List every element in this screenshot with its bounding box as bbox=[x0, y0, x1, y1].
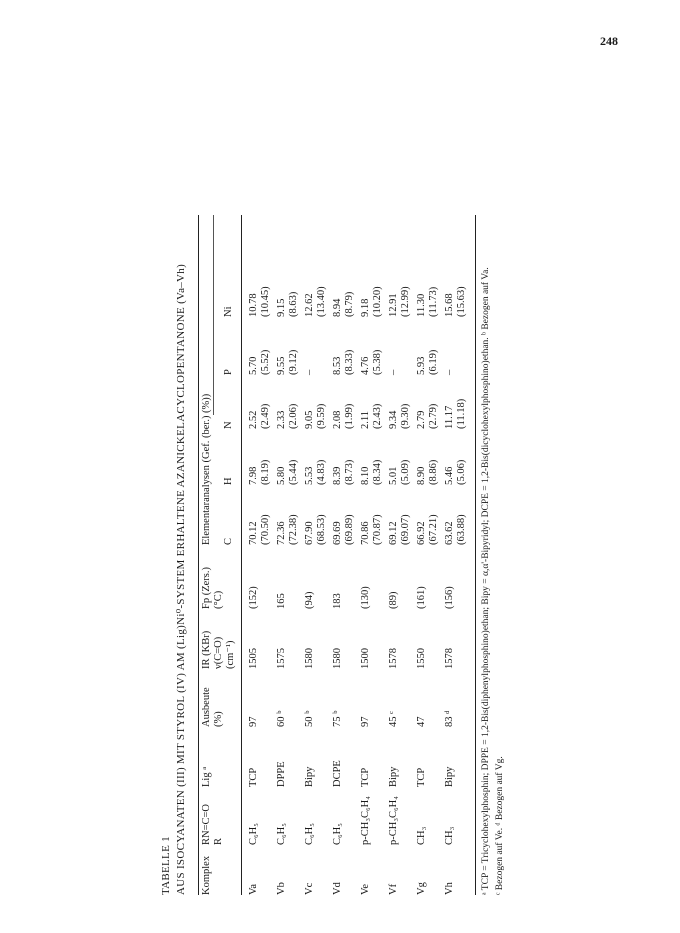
cell-ir: 1505 bbox=[248, 648, 259, 669]
cell-komplex: Vg bbox=[416, 882, 427, 895]
cell-p bbox=[332, 350, 356, 375]
cell-h-line: (8.19) bbox=[260, 459, 272, 485]
header-ausbeute: Ausbeute (%) bbox=[201, 687, 225, 727]
cell-c bbox=[360, 514, 384, 545]
cell-c-line: (69.89) bbox=[344, 514, 356, 545]
cell-p bbox=[276, 350, 300, 375]
cell-c-line: (67.21) bbox=[428, 514, 440, 545]
header-h: H bbox=[223, 477, 234, 485]
cell-c bbox=[332, 514, 356, 545]
table-header-rule bbox=[241, 215, 242, 895]
table-row bbox=[360, 215, 388, 895]
page-number: 248 bbox=[600, 34, 618, 48]
cell-n-line: 2.33 bbox=[276, 410, 287, 429]
cell-n-line: 2.11 bbox=[360, 411, 371, 429]
cell-p bbox=[416, 350, 440, 375]
header-c: C bbox=[223, 537, 234, 545]
cell-ni bbox=[444, 286, 468, 317]
cell-h-line: (8.86) bbox=[428, 459, 440, 485]
cell-fp: (89) bbox=[388, 591, 399, 609]
cell-ir: 1500 bbox=[360, 648, 371, 669]
cell-ni-line: (15.63) bbox=[456, 286, 468, 317]
cell-c-line: (70.50) bbox=[260, 514, 272, 545]
cell-ni bbox=[360, 286, 384, 317]
cell-ausbeute: 97 bbox=[248, 716, 259, 727]
table-row bbox=[444, 215, 472, 895]
cell-n bbox=[360, 404, 384, 429]
elementaranalysen-subrule bbox=[213, 215, 214, 415]
cell-p bbox=[360, 350, 384, 375]
cell-ni bbox=[276, 292, 300, 317]
cell-c-line: (70.87) bbox=[372, 514, 384, 545]
cell-p bbox=[304, 370, 316, 375]
cell-c-line: 72.36 bbox=[276, 521, 287, 545]
header-elementaranalysen: Elementaranalysen (Gef. (ber.) (%)) bbox=[201, 393, 212, 545]
cell-c bbox=[304, 514, 328, 545]
cell-h-line: 8.39 bbox=[332, 466, 343, 485]
cell-ir: 1575 bbox=[276, 648, 287, 669]
cell-komplex: Vc bbox=[304, 882, 315, 895]
cell-r: CH₃ bbox=[416, 826, 427, 845]
cell-ni-line: 11.30 bbox=[416, 293, 427, 317]
cell-h bbox=[388, 460, 412, 485]
cell-ni-line: 10.78 bbox=[248, 293, 259, 317]
cell-ni bbox=[248, 286, 272, 317]
cell-fp: 183 bbox=[332, 593, 343, 609]
cell-komplex: Ve bbox=[360, 883, 371, 895]
cell-lig: DPPE bbox=[276, 761, 287, 787]
cell-lig: Bipy bbox=[444, 766, 455, 787]
cell-h bbox=[332, 460, 356, 485]
cell-lig: TCP bbox=[416, 767, 427, 787]
cell-ni-line: (13.40) bbox=[316, 286, 328, 317]
cell-ni-line: (10.45) bbox=[260, 286, 272, 317]
cell-p-line: 5.93 bbox=[416, 356, 427, 375]
cell-ni-line: 9.15 bbox=[276, 298, 287, 317]
cell-n-line: 9.34 bbox=[388, 410, 399, 429]
cell-p-line: (8.33) bbox=[344, 349, 356, 375]
header-fp: Fp (Zers.) (°C) bbox=[201, 567, 225, 609]
cell-n-line: 2.79 bbox=[416, 410, 427, 429]
cell-h-line: 7.98 bbox=[248, 466, 259, 485]
cell-ni-line: (8.79) bbox=[344, 291, 356, 317]
cell-c-line: 67.90 bbox=[304, 521, 315, 545]
cell-h bbox=[444, 460, 468, 485]
cell-lig: Bipy bbox=[304, 766, 315, 787]
cell-n-line: 11.17 bbox=[444, 405, 455, 429]
cell-n-line: (11.18) bbox=[456, 398, 468, 429]
footnote-line: ᵃ TCP = Tricyclohexylphosphin; DPPE = 1,2-Bis(diphenylphosphino)ethan; Bipy = α,α'-Bipyridyl; DCPE = 1,2-Bis(dicyclohexylphosphino)ethan. ᵇ Bezogen auf Va. bbox=[481, 267, 491, 895]
cell-r: CH₃ bbox=[444, 826, 455, 845]
cell-fp: (130) bbox=[360, 586, 371, 609]
cell-lig: DCPE bbox=[332, 760, 343, 787]
table-footnotes bbox=[480, 195, 508, 895]
cell-n bbox=[388, 404, 412, 429]
table-top-rule bbox=[198, 215, 199, 895]
cell-komplex: Vd bbox=[332, 882, 343, 895]
cell-n-line: (2.49) bbox=[260, 403, 272, 429]
cell-r: C₆H₅ bbox=[276, 823, 287, 845]
cell-r: C₆H₅ bbox=[332, 823, 343, 845]
cell-n-line: 2.08 bbox=[332, 410, 343, 429]
table-row bbox=[388, 215, 416, 895]
cell-n bbox=[304, 404, 328, 429]
cell-p bbox=[248, 350, 272, 375]
cell-c-line: 63.62 bbox=[444, 521, 455, 545]
cell-ausbeute: 50 ᵇ bbox=[304, 710, 315, 727]
cell-r: p-CH₃C₆H₄ bbox=[360, 796, 371, 845]
cell-ni bbox=[304, 286, 328, 317]
cell-p-line: (5.52) bbox=[260, 349, 272, 375]
cell-p-line: (5.38) bbox=[372, 349, 384, 375]
cell-c bbox=[444, 514, 468, 545]
cell-h-line: (8.34) bbox=[372, 459, 384, 485]
cell-n-line: 2.52 bbox=[248, 410, 259, 429]
cell-ni-line: (11.73) bbox=[428, 286, 440, 317]
cell-ni bbox=[388, 286, 412, 317]
table-number: TABELLE 1 bbox=[160, 836, 172, 895]
header-p: P bbox=[223, 369, 234, 375]
cell-r: C₆H₅ bbox=[304, 823, 315, 845]
cell-h-line: 8.90 bbox=[416, 466, 427, 485]
cell-fp: (156) bbox=[444, 586, 455, 609]
cell-h-line: (5.44) bbox=[288, 459, 300, 485]
cell-p-line: – bbox=[304, 369, 315, 375]
cell-p-line: (9.12) bbox=[288, 349, 300, 375]
cell-lig: Bipy bbox=[388, 766, 399, 787]
header-komplex: Komplex bbox=[201, 855, 212, 895]
cell-lig: TCP bbox=[248, 767, 259, 787]
cell-ni-line: 15.68 bbox=[444, 293, 455, 317]
table-bottom-rule bbox=[475, 215, 476, 895]
cell-c bbox=[416, 514, 440, 545]
cell-komplex: Vf bbox=[388, 883, 399, 895]
cell-n-line: (2.43) bbox=[372, 403, 384, 429]
cell-p-line: 9.55 bbox=[276, 356, 287, 375]
cell-h-line: 5.80 bbox=[276, 466, 287, 485]
table-row bbox=[304, 215, 332, 895]
cell-komplex: Vb bbox=[276, 882, 287, 895]
cell-n-line: (9.30) bbox=[400, 403, 412, 429]
cell-r: C₆H₅ bbox=[248, 823, 259, 845]
cell-c-line: (72.38) bbox=[288, 514, 300, 545]
cell-fp: (152) bbox=[248, 586, 259, 609]
cell-ni-line: (10.20) bbox=[372, 286, 384, 317]
cell-komplex: Va bbox=[248, 883, 259, 895]
cell-ir: 1550 bbox=[416, 648, 427, 669]
cell-c-line: (69.07) bbox=[400, 514, 412, 545]
cell-h-line: (5.09) bbox=[400, 459, 412, 485]
cell-ni-line: 12.91 bbox=[388, 293, 399, 317]
cell-ni-line: (8.63) bbox=[288, 291, 300, 317]
cell-h-line: 5.46 bbox=[444, 466, 455, 485]
cell-ausbeute: 83 ᵈ bbox=[444, 710, 455, 727]
header-lig: Lig ᵃ bbox=[201, 766, 212, 787]
cell-h-line: (8.73) bbox=[344, 459, 356, 485]
cell-ausbeute: 45 ᶜ bbox=[388, 711, 399, 727]
table-title: AUS ISOCYANATEN (III) MIT STYROL (IV) AM (Lig)Ni⁰-SYSTEM ERHALTENE AZANICKELACYCLOPENTANONE (Va–Vh) bbox=[175, 263, 187, 895]
header-ni: Ni bbox=[223, 306, 234, 317]
cell-ausbeute: 97 bbox=[360, 716, 371, 727]
cell-n bbox=[248, 404, 272, 429]
cell-h bbox=[276, 460, 300, 485]
cell-p-line: – bbox=[444, 369, 455, 375]
cell-ausbeute: 75 ᵇ bbox=[332, 710, 343, 727]
cell-c bbox=[276, 514, 300, 545]
cell-p-line: – bbox=[388, 369, 399, 375]
cell-lig: TCP bbox=[360, 767, 371, 787]
cell-ir: 1578 bbox=[388, 648, 399, 669]
cell-h-line: 5.53 bbox=[304, 466, 315, 485]
cell-p-line: 5.70 bbox=[248, 356, 259, 375]
cell-h bbox=[416, 460, 440, 485]
cell-n-line: 9.05 bbox=[304, 410, 315, 429]
cell-ausbeute: 60 ᵇ bbox=[276, 710, 287, 727]
cell-r: p-CH₃C₆H₄ bbox=[388, 796, 399, 845]
cell-fp: (94) bbox=[304, 591, 315, 609]
header-ir: IR (KBr) ν(C=O) (cm⁻¹) bbox=[201, 630, 237, 669]
cell-ir: 1580 bbox=[304, 648, 315, 669]
cell-n bbox=[276, 404, 300, 429]
cell-n-line: (2.79) bbox=[428, 403, 440, 429]
cell-fp: (161) bbox=[416, 586, 427, 609]
table-row bbox=[416, 215, 444, 895]
cell-c bbox=[388, 514, 412, 545]
cell-h bbox=[360, 460, 384, 485]
cell-p-line: 8.53 bbox=[332, 356, 343, 375]
cell-ni-line: 9.18 bbox=[360, 298, 371, 317]
table-body bbox=[248, 215, 472, 895]
table-row bbox=[276, 215, 304, 895]
cell-n-line: (2.06) bbox=[288, 403, 300, 429]
cell-c-line: 70.86 bbox=[360, 521, 371, 545]
cell-ir: 1578 bbox=[444, 648, 455, 669]
cell-c-line: 66.92 bbox=[416, 521, 427, 545]
cell-p bbox=[444, 370, 456, 375]
cell-ausbeute: 47 bbox=[416, 716, 427, 727]
cell-p-line: (6.19) bbox=[428, 349, 440, 375]
cell-h-line: 8.10 bbox=[360, 466, 371, 485]
cell-h bbox=[304, 460, 328, 485]
footnote-line: ᶜ Bezogen auf Ve. ᵈ Bezogen auf Vg. bbox=[494, 756, 505, 895]
cell-h-line: (4.83) bbox=[316, 459, 328, 485]
cell-p bbox=[388, 370, 400, 375]
cell-c-line: 69.12 bbox=[388, 521, 399, 545]
cell-h-line: 5.01 bbox=[388, 466, 399, 485]
cell-n bbox=[332, 404, 356, 429]
cell-n bbox=[416, 404, 440, 429]
rotated-table-block bbox=[160, 195, 510, 895]
table-row bbox=[248, 215, 276, 895]
cell-fp: 165 bbox=[276, 593, 287, 609]
cell-c-line: 69.69 bbox=[332, 521, 343, 545]
cell-h bbox=[248, 460, 272, 485]
table-row bbox=[332, 215, 360, 895]
cell-ir: 1580 bbox=[332, 648, 343, 669]
cell-c bbox=[248, 514, 272, 545]
cell-ni-line: 12.62 bbox=[304, 293, 315, 317]
cell-komplex: Vh bbox=[444, 882, 455, 895]
cell-c-line: (68.53) bbox=[316, 514, 328, 545]
cell-n-line: (1.99) bbox=[344, 403, 356, 429]
cell-ni-line: 8.94 bbox=[332, 298, 343, 317]
header-n: N bbox=[223, 421, 234, 429]
cell-n bbox=[444, 399, 468, 429]
cell-h-line: (5.06) bbox=[456, 459, 468, 485]
cell-c-line: (63.88) bbox=[456, 514, 468, 545]
cell-ni-line: (12.99) bbox=[400, 286, 412, 317]
cell-p-line: 4.76 bbox=[360, 356, 371, 375]
cell-c-line: 70.12 bbox=[248, 521, 259, 545]
header-rn: RN=C=O R bbox=[201, 803, 225, 845]
cell-n-line: (9.59) bbox=[316, 403, 328, 429]
cell-ni bbox=[332, 292, 356, 317]
cell-ni bbox=[416, 287, 440, 317]
